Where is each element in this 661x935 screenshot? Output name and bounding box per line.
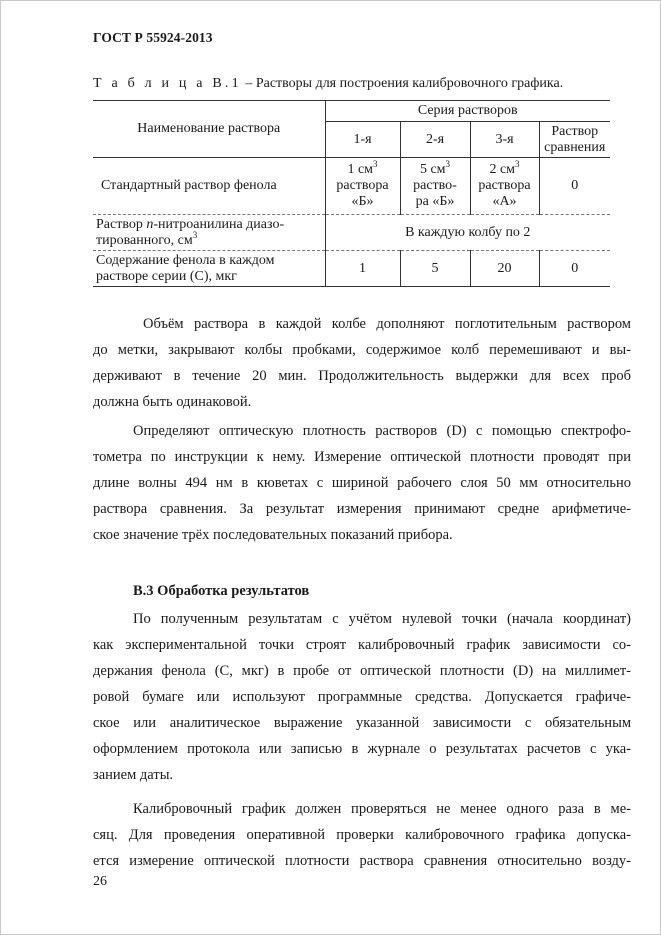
header-reference: Раствор сравнения bbox=[539, 122, 610, 158]
row-phenol-content-series-1: 1 bbox=[325, 251, 400, 287]
row-standard-phenol-label: Стандартный раствор фенола bbox=[93, 158, 325, 215]
paragraph-calibration: По полученным результатам с учётом нулевой точки (начала координат) как экспериментальной точки строят калибровочный график зависимости со- держания фенола (С, мкг) в пробе от оптической плотности (D) на миллимет- ровой бумаге или используют программные средства. Допускается графиче- ское или аналитическое выражение указанной зависимости с обязательным оформлением протокола или записью в журнале о результатах расчетов с ука- занием даты. bbox=[93, 611, 631, 783]
paragraph-volume: Объём раствора в каждой колбе дополняют поглотительным раствором до метки, закрывают колбы пробками, содержимое колб перемешивают и вы- держивают в течение 20 мин. Продолжительность выдержки для всех проб должна быть одинаковой. bbox=[93, 316, 631, 410]
header-series: Серия растворов bbox=[325, 101, 610, 122]
row-standard-phenol-reference: 0 bbox=[539, 158, 610, 215]
row-phenol-content-series-3: 20 bbox=[470, 251, 539, 287]
table-caption bbox=[93, 76, 563, 92]
row-standard-phenol-series-2: 5 $см^3$ раство- ра «Б» bbox=[400, 158, 470, 215]
row-nitroaniline-merged-value: В каждую колбу по 2 bbox=[325, 215, 610, 251]
header-series-3: 3-я bbox=[470, 122, 539, 158]
row-phenol-content-reference: 0 bbox=[539, 251, 610, 287]
page-number: 26 bbox=[93, 874, 107, 889]
header-series-2: 2-я bbox=[400, 122, 470, 158]
row-phenol-content-label: Содержание фенола в каждом растворе серии (С), мкг bbox=[93, 251, 325, 287]
solutions-table bbox=[93, 100, 610, 287]
row-standard-phenol-series-1: 1 $см^3$ раствора «Б» bbox=[325, 158, 400, 215]
paragraph-optical-density: Определяют оптическую плотность растворов (D) с помощью спектрофо- тометра по инструкции к нему. Измерение оптической плотности проводят при длине волны 494 нм в кюветах с шириной рабочего слоя 50 мм относительно раствора сравнения. За результат измерения принимают средне арифметиче- ское значение трёх последовательных показаний прибора. bbox=[93, 423, 631, 543]
row-nitroaniline-label: Раствор n-нитроанилина диазо- тированного, $см^3$ bbox=[93, 215, 325, 251]
document-header: ГОСТ Р 55924-2013 bbox=[93, 30, 213, 45]
table-caption-text: – Растворы для построения калибровочного графика. bbox=[241, 76, 564, 91]
table-caption-label: Т а б л и ц а В.1 bbox=[93, 76, 242, 91]
section-title: В.3 Обработка результатов bbox=[133, 583, 310, 599]
row-standard-phenol-series-3: 2 $см^3$ раствора «А» bbox=[470, 158, 539, 215]
row-phenol-content-series-2: 5 bbox=[400, 251, 470, 287]
header-solution-name: Наименование раствора bbox=[93, 101, 325, 158]
paragraph-verification: Калибровочный график должен проверяться не менее одного раза в ме- сяц. Для проведения оперативной проверки калибровочного графика допуска- ется измерение оптической плотности раствора сравнения относительно возду- bbox=[93, 801, 631, 869]
header-series-1: 1-я bbox=[325, 122, 400, 158]
